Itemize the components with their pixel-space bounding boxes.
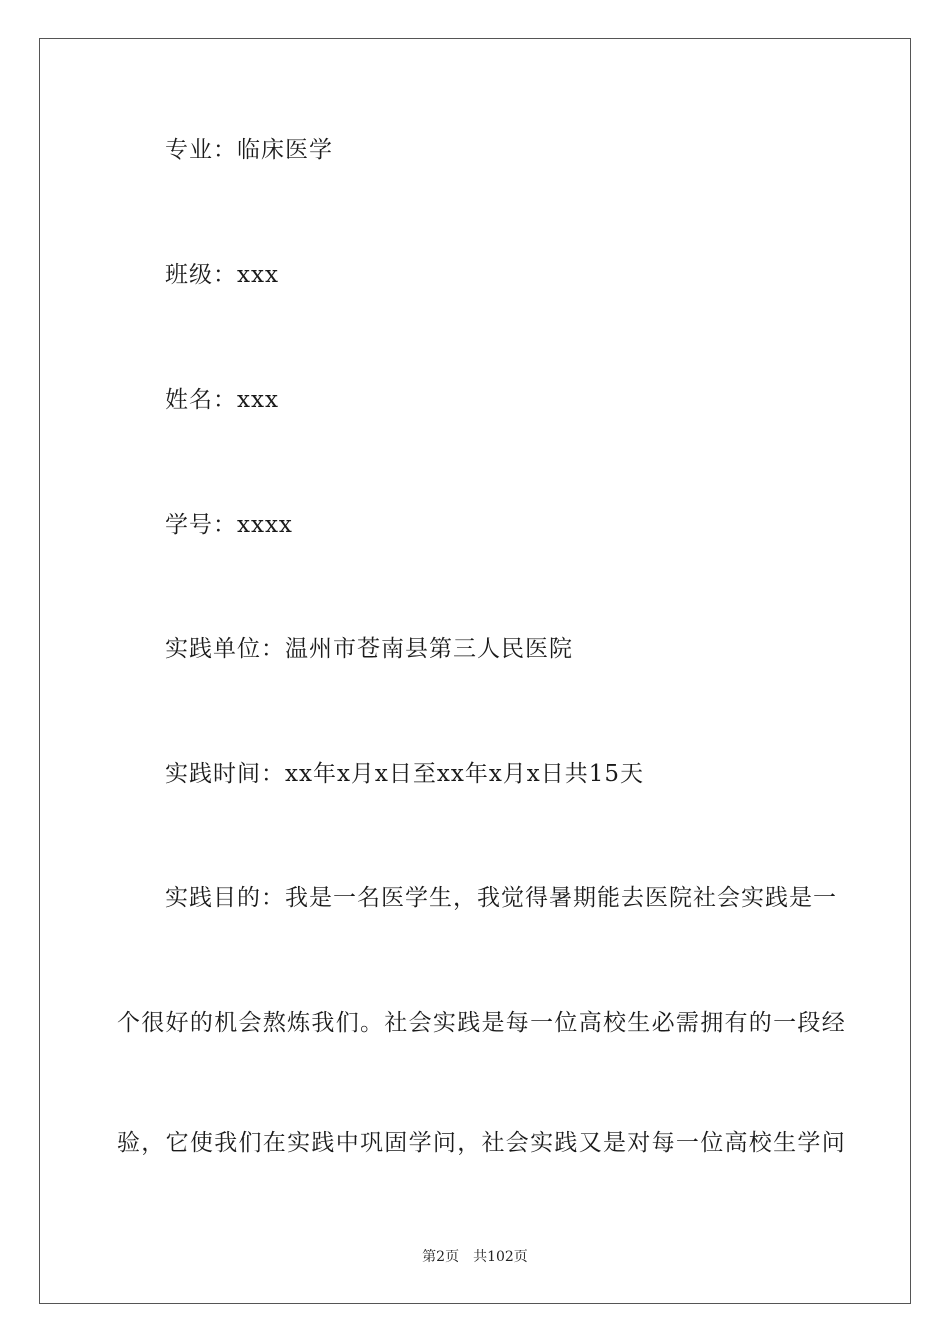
paragraph-line: 个很好的机会熬炼我们。社会实践是每一位高校生必需拥有的一段经 <box>117 1010 846 1036</box>
practice-time-line: 实践时间：xx年x月x日至xx年x月x日共15天 <box>165 761 645 787</box>
student-id-line: 学号：xxxx <box>165 512 293 538</box>
practice-purpose-line: 实践目的：我是一名医学生，我觉得暑期能去医院社会实践是一 <box>165 885 837 911</box>
practice-unit-line: 实践单位：温州市苍南县第三人民医院 <box>165 636 573 662</box>
paragraph-line: 验，它使我们在实践中巩固学问，社会实践又是对每一位高校生学问 <box>117 1130 846 1156</box>
page-number-footer: 第2页 共102页 <box>422 1249 528 1265</box>
class-line: 班级：xxx <box>165 262 279 288</box>
page-border <box>39 38 911 1304</box>
major-line: 专业：临床医学 <box>165 137 333 163</box>
name-line: 姓名：xxx <box>165 387 279 413</box>
